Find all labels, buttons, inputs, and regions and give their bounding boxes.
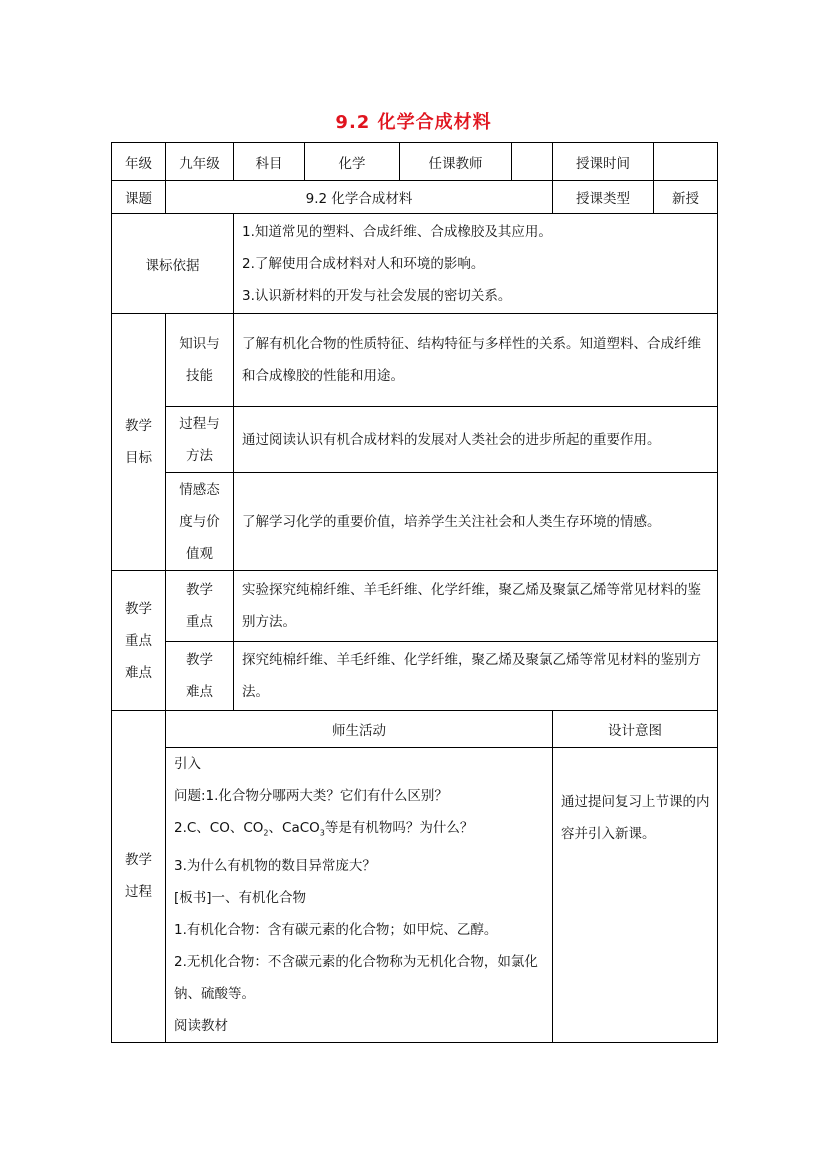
activity-line: 引入 xyxy=(174,756,201,772)
topic-value: 9.2 化学合成材料 xyxy=(166,181,553,214)
topic-row xyxy=(112,181,718,214)
standard-item: 2.了解使用合成材料对人和环境的影响。 xyxy=(242,255,485,272)
knowledge-label: 知识与 技能 xyxy=(166,314,234,407)
emotion-label: 情感态 度与价 值观 xyxy=(166,473,234,571)
time-label: 授课时间 xyxy=(553,143,654,181)
time-value xyxy=(654,143,718,181)
standard-item: 1.知道常见的塑料、合成纤维、合成橡胶及其应用。 xyxy=(242,223,552,240)
objectives-label: 教学 目标 xyxy=(112,314,166,571)
knowledge-text: 了解有机化合物的性质特征、结构特征与多样性的关系。知道塑料、合成纤维和合成橡胶的性能和用途。 xyxy=(234,314,718,407)
focus-text: 实验探究纯棉纤维、羊毛纤维、化学纤维，聚乙烯及聚氯乙烯等常见材料的鉴别方法。 xyxy=(234,571,718,642)
process-header-row xyxy=(112,711,718,748)
process-content-row xyxy=(112,748,718,1043)
process-label: 教学 过程 xyxy=(112,711,166,1043)
objective-emotion-row xyxy=(112,473,718,571)
grade-value: 九年级 xyxy=(166,143,234,181)
process-method-label: 过程与 方法 xyxy=(166,407,234,473)
subject-value: 化学 xyxy=(305,143,400,181)
objective-process-row xyxy=(112,407,718,473)
standards-list xyxy=(234,214,718,314)
activity-line: 问题:1.化合物分哪两大类？它们有什么区别？ xyxy=(174,788,448,804)
activity-line: 1.有机化合物：含有碳元素的化合物；如甲烷、乙醇。 xyxy=(174,921,498,938)
activity-line: [板书]一、有机化合物 xyxy=(174,889,307,906)
difficulty-text: 探究纯棉纤维、羊毛纤维、化学纤维，聚乙烯及聚氯乙烯等常见材料的鉴别方法。 xyxy=(234,642,718,711)
teacher-value xyxy=(512,143,553,181)
standard-item: 3.认识新材料的开发与社会发展的密切关系。 xyxy=(242,287,512,304)
topic-label: 课题 xyxy=(112,181,166,214)
grade-label: 年级 xyxy=(112,143,166,181)
subject-label: 科目 xyxy=(234,143,305,181)
objective-knowledge-row xyxy=(112,314,718,407)
header-row xyxy=(112,143,718,181)
teacher-label: 任课教师 xyxy=(400,143,512,181)
activity-column-header: 师生活动 xyxy=(166,711,553,748)
process-method-text: 通过阅读认识有机合成材料的发展对人类社会的进步所起的重要作用。 xyxy=(234,407,718,473)
difficulty-label: 教学 难点 xyxy=(166,642,234,711)
standards-row xyxy=(112,214,718,314)
activity-line: 3.为什么有机物的数目异常庞大？ xyxy=(174,857,376,874)
intent-column-header: 设计意图 xyxy=(553,711,718,748)
document-title: 9.2 化学合成材料 xyxy=(335,112,492,133)
keypoint-focus-row xyxy=(112,571,718,642)
standards-label: 课标依据 xyxy=(112,214,234,314)
activity-line: 2.无机化合物：不含碳元素的化合物称为无机化合物，如氯化钠、硫酸等。 xyxy=(174,953,538,1002)
keypoints-label: 教学 重点 难点 xyxy=(112,571,166,711)
type-value: 新授 xyxy=(654,181,718,214)
activity-line: 阅读教材 xyxy=(174,1017,228,1034)
activity-content xyxy=(166,748,553,1043)
type-label: 授课类型 xyxy=(553,181,654,214)
emotion-text: 了解学习化学的重要价值，培养学生关注社会和人类生存环境的情感。 xyxy=(234,473,718,571)
intent-content: 通过提问复习上节课的内容并引入新课。 xyxy=(553,748,718,1043)
activity-line: 2.C、CO、$CO_2$、CaCO$_3$等是有机物吗？为什么？ xyxy=(174,820,474,838)
focus-label: 教学 重点 xyxy=(166,571,234,642)
keypoint-difficulty-row xyxy=(112,642,718,711)
lesson-plan-table xyxy=(111,142,718,1043)
